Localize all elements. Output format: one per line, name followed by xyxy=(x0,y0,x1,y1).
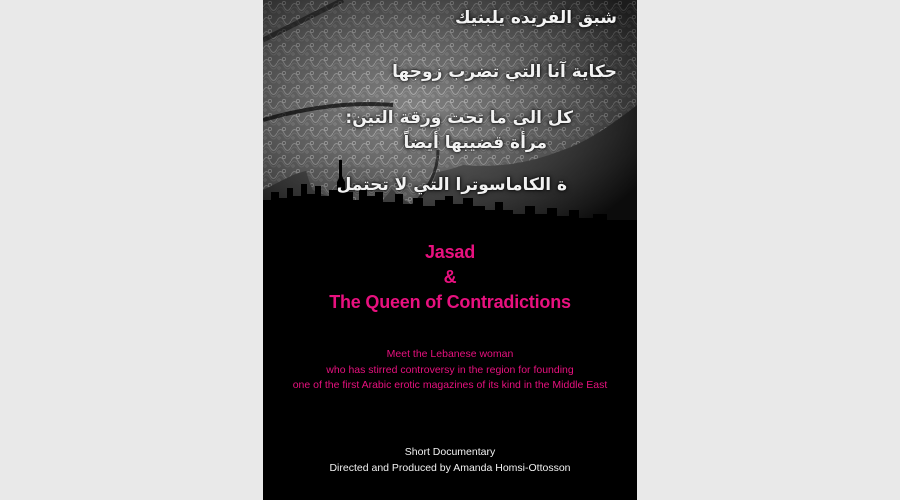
movie-poster xyxy=(263,0,637,500)
tagline xyxy=(263,347,637,394)
arabic-headline: كل الى ما تحت ورقة التين: xyxy=(345,108,573,128)
tagline-line: who has stirred controversy in the region for founding xyxy=(326,363,574,376)
credits xyxy=(263,445,637,476)
title-line: Jasad xyxy=(424,242,476,262)
credits-line: Directed and Produced by Amanda Homsi-Ottosson xyxy=(329,461,571,474)
tagline-line: Meet the Lebanese woman xyxy=(386,348,514,360)
film-title xyxy=(263,240,637,315)
credits-line: Short Documentary xyxy=(404,446,496,458)
arabic-headline: شبق الفريده يلبنيك xyxy=(454,8,617,28)
title-line: The Queen of Contradictions xyxy=(329,292,571,312)
title-line: & xyxy=(443,267,457,287)
arabic-headline: ة الكاماسوترا التي لا تحتمل xyxy=(336,175,567,195)
arabic-headline: مرأة قضيبها أيضاً xyxy=(403,133,547,153)
arabic-headline: حكاية آنا التي تضرب زوجها xyxy=(392,62,617,82)
tagline-line: one of the first Arabic erotic magazines of its kind in the Middle East xyxy=(292,379,608,391)
